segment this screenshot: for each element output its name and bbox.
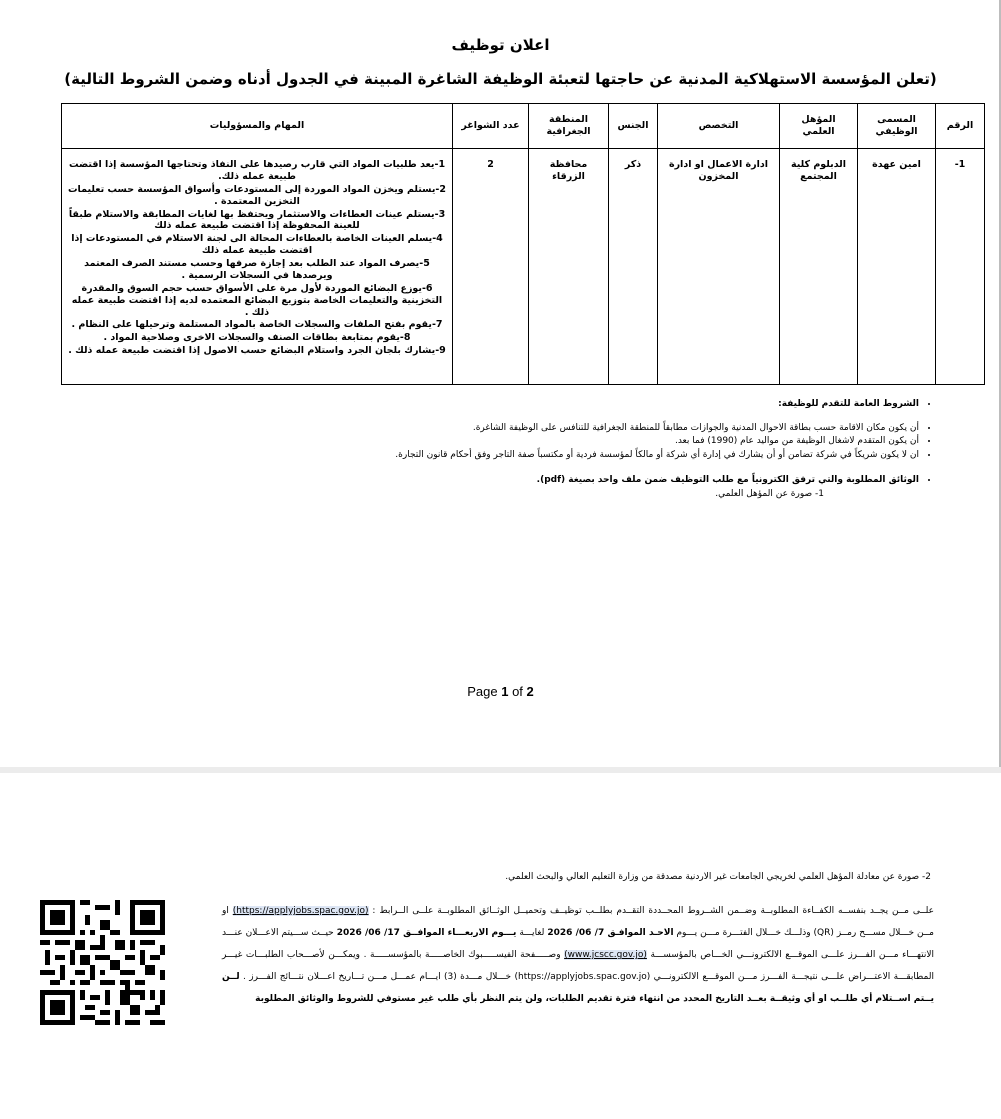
- jobs-table: [61, 103, 985, 385]
- header-region: المنطقة الجغرافية: [529, 104, 609, 149]
- duty-item: 8-يقوم بمتابعة بطاقات الصنف والسجلات الاخرى وصلاحية المواد .: [103, 332, 411, 344]
- cell-number: 1-: [936, 149, 985, 385]
- cell-vacancies: 2: [453, 149, 529, 385]
- cell-gender: ذكر: [609, 149, 658, 385]
- condition-item: • أن يكون مكان الاقامة حسب بطاقة الاحوال المدنية والجوازات مطابقاً للمنطقة الجغرافية للتنافس على الوظيفة الشاغرة.: [59, 422, 919, 436]
- general-conditions-section: [59, 398, 939, 501]
- duty-item: 6-يوزع البضائع الموردة لأول مرة على الأسواق حسب حجم السوق والمقدرة التخزينية والتعليمات الخاصة بتوزيع البضائع المعتمده لديه إذا اقتضت طبيعة عمله ذلك .: [71, 282, 443, 318]
- duty-item: 2-يستلم ويخزن المواد الموردة إلى المستودعات وأسواق المؤسسة حسب تعليمات التخزين المعتمدة .: [68, 183, 446, 207]
- header-number: الرقم: [936, 104, 985, 149]
- header-job-title: المسمى الوظيفي: [858, 104, 936, 149]
- deadline-note: لــن يــتم اســتلام أي طلــب او أي وثيقــة بعــد التاريخ المحدد من انتهاء فترة تقديم الطلبات، ولن يتم النظر بأي طلب غير مستوفي للشروط والوثائق المطلوبة: [222, 972, 934, 1004]
- duty-item: 3-يستلم عينات العطاءات والاستثمار ويحتفظ بها لغايات المطابقة والاستلام طبقاً للعينة المحفوظة إذا اقتضت طبيعة عمله ذلك: [68, 208, 446, 232]
- document-item: 2- صورة عن معادلة المؤهل العلمي لخريجي الجامعات غير الاردنية مصدقة من وزارة التعليم العالي والبحث العلمي.: [505, 872, 931, 882]
- cell-region: محافظة الزرقاء: [529, 149, 609, 385]
- announcement-subtitle: (تعلن المؤسسة الاستهلاكية المدنية عن حاجتها لتعبئة الوظيفة الشاغرة المبينة في الجدول أدناه وضمن الشروط التالية): [64, 70, 937, 88]
- header-gender: الجنس: [609, 104, 658, 149]
- cell-job-title: امين عهدة: [858, 149, 936, 385]
- cell-qualification: الدبلوم كلية المجتمع: [780, 149, 858, 385]
- table-header-row: [62, 104, 985, 149]
- application-instructions: علــى مــن يجــد بنفســه الكفــاءة المطلوبــة وضــمن الشــروط المحــددة التقــدم بطلــب توظيــف وتحميــل الوثــائق المطلوبــة علــى الــرابط : (https://applyjobs.spac.gov.jo) او مــن خـــلال مســـح رمــز (QR) وذلـــك خـــلال الفتـــرة مـــن يـــوم الاحـد الموافـق 7/ 06/ 2026 لغايـــة يـــوم الاربعـــاء الموافــق 17/ 06/ 2026 حيــث ســـيتم الاعـــلان عنـــد الانتهـــاء مـــن الفـــرز علـــى الموقـــع الالكترونـــي الخـــاص بالمؤسســـة (www.jcscc.gov.jo) وصـــــفحة الفيســـــبوك الخاصـــــة بالمؤسســـــة . ويمكـــن لأصـــحاب الطلبـــات غيـــر المطابقـــة الاعتـــراض علـــى نتيجـــة الفـــرز مـــن الموقـــع الالكترونـــي (https://applyjobs.spac.gov.jo) خـــلال مـــدة (3) ايـــام عمـــل مـــن تـــاريخ اعـــلان نتـــائج الفـــرز . لــن يــتم اســتلام أي طلــب او أي وثيقــة بعــد التاريخ المحدد من انتهاء فترة تقديم الطلبات، ولن يتم النظر بأي طلب غير مستوفي للشروط والوثائق المطلوبة: [222, 906, 934, 1004]
- general-conditions-heading: • الشروط العامة للتقدم للوظيفة:: [59, 398, 919, 412]
- apply-link[interactable]: (https://applyjobs.spac.gov.jo): [232, 906, 369, 916]
- header-vacancies: عدد الشواغر: [453, 104, 529, 149]
- start-date: الاحـد الموافـق 7/ 06/ 2026: [547, 928, 674, 938]
- page-number: Page 1 of 2: [467, 684, 534, 699]
- documents-heading: • الوثائق المطلوبة والتي ترفق الكترونياً مع طلب التوظيف ضمن ملف واحد بصيغة (pdf).: [59, 474, 919, 488]
- duty-item: 1-يعد طلبيات المواد التي قارب رصيدها على النفاذ وتحتاجها المؤسسة إذا اقتضت طبيعة عمله ذلك.: [68, 159, 446, 182]
- header-qualification: المؤهل العلمي: [780, 104, 858, 149]
- header-duties: المهام والمسؤوليات: [62, 104, 453, 149]
- cell-specialization: ادارة الاعمال او ادارة المخزون: [658, 149, 780, 385]
- header-specialization: التخصص: [658, 104, 780, 149]
- duty-item: 9-يشارك بلجان الجرد واستلام البضائع حسب الاصول إذا اقتضت طبيعة عمله ذلك .: [68, 345, 446, 357]
- end-date: يـــوم الاربعـــاء الموافــق 17/ 06/ 2026: [336, 928, 517, 938]
- document-item: 1- صورة عن المؤهل العلمي.: [715, 488, 824, 499]
- cell-duties: [62, 149, 453, 385]
- condition-item: • أن يكون المتقدم لاشغال الوظيفة من مواليد عام (1990) فما بعد.: [59, 435, 919, 449]
- qr-code-icon[interactable]: [40, 900, 165, 1025]
- table-row: [62, 149, 985, 385]
- website-link[interactable]: (www.jcscc.gov.jo): [564, 950, 647, 960]
- duty-item: 4-يسلم العينات الخاصة بالعطاءات المحالة الى لجنة الاستلام في المستودعات إذا اقتضت طبيعة عمله ذلك: [71, 233, 443, 257]
- condition-item: • ان لا يكون شريكاً في شركة تضامن أو أن يشارك في إدارة أي شركة أو مالكاً لمؤسسة فردية أو مكتسباً صفة التاجر وفق أحكام قانون التجارة.: [59, 449, 919, 463]
- duty-item: 5-يصرف المواد عند الطلب بعد إجازة صرفها وحسب مستند الصرف المعتمد ويرصدها في السجلات الرسمية .: [84, 258, 430, 281]
- duty-item: 7-يقوم بفتح الملفات والسجلات الخاصة بالمواد المستلمة وترحيلها على النظام .: [71, 319, 443, 331]
- announcement-title: اعلان توظيف: [451, 36, 550, 54]
